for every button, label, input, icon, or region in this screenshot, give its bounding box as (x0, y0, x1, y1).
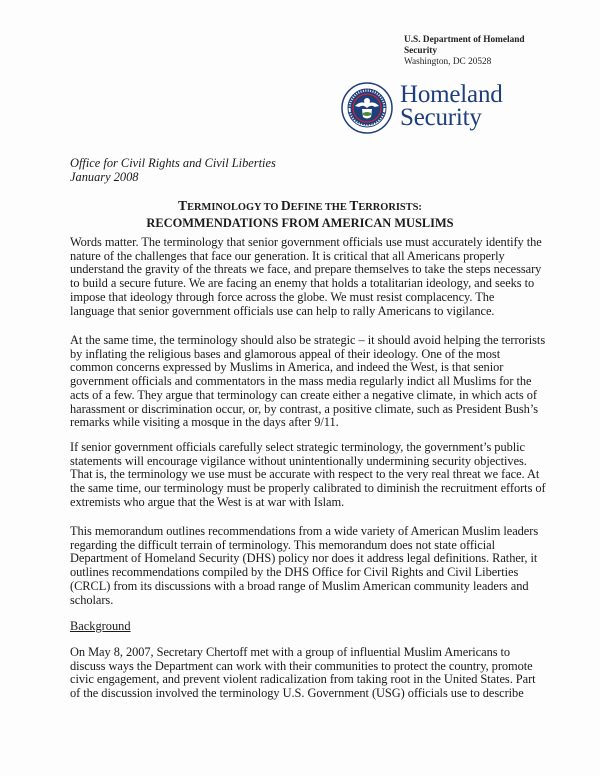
text-line: language that senior government officials use can help to rally Americans to vigilance. (70, 303, 495, 318)
text-line: nature of the challenges that face our generation. It is critical that all Americans properly (70, 248, 505, 263)
text-line: harassment or discrimination occur, or, by contrast, a positive climate, such as President Bush’s (70, 401, 538, 416)
dhs-seal-icon (341, 82, 393, 134)
text-line: If senior government officials carefully select strategic terminology, the government’s public (70, 440, 525, 454)
text-line: common concerns expressed by Muslims in America, and indeed the West, is that senior (70, 360, 504, 375)
office-block (70, 156, 276, 184)
paragraph-1 (70, 236, 542, 318)
text-line: (CRCL) from its discussions with a broad range of Muslim American community leaders and (70, 578, 529, 593)
logo-wordmark (400, 83, 503, 129)
text-line: That is, the terminology we use must be accurate with respect to the very real threat we face. At (70, 467, 540, 482)
title-part: EFINE THE (290, 202, 350, 213)
text-line: government officials and commentators in the mass media regularly indict all Muslims for the (70, 374, 532, 389)
text-line: impose that ideology through force across the globe. We must resist complacency. The (70, 289, 495, 304)
text-line: of the discussion involved the terminology U.S. Government (USG) officials use to describe (70, 686, 524, 701)
paragraph-3 (70, 440, 546, 510)
text-line: outlines recommendations compiled by the DHS Office for Civil Rights and Civil Liberties (70, 565, 519, 580)
text-line: extremists who argue that the West is at war with Islam. (70, 494, 345, 509)
text-line: the same time, our terminology must be properly calibrated to diminish the recruitment efforts of (70, 481, 546, 496)
title-part: ERRORISTS: (358, 202, 422, 213)
title-part: D (281, 198, 291, 213)
logo-line-2: Security (400, 104, 482, 131)
text-line: scholars. (70, 592, 114, 607)
address-line-2: Security (404, 46, 438, 56)
title-line-2: RECOMMENDATIONS FROM AMERICAN MUSLIMS (146, 215, 454, 230)
title-part: ERMINOLOGY TO (187, 202, 281, 213)
title-part: T (349, 198, 359, 213)
logo-line-1: Homeland (400, 81, 503, 108)
paragraph-5 (70, 646, 542, 701)
address-line-3: Washington, DC 20528 (404, 57, 492, 67)
title-line-1 (60, 199, 540, 216)
text-line: understand the gravity of the threats we face, and prepare themselves to take the steps necessary (70, 262, 542, 277)
text-line: remarks while visiting a mosque in the days after 9/11. (70, 415, 339, 430)
section-heading-background: Background (70, 619, 131, 633)
address-line-1: U.S. Department of Homeland (404, 35, 525, 45)
text-line: statements will encourage vigilance without unintentionally undermining security objectives. (70, 453, 527, 468)
text-line: by inflating the religious bases and glamorous appeal of their ideology. One of the most (70, 346, 501, 361)
letterhead-address (404, 35, 525, 68)
text-line: to build a secure future. We are facing an enemy that holds a totalitarian ideology, and seeks to (70, 276, 535, 291)
document-title (60, 199, 540, 230)
dhs-logo (341, 82, 531, 138)
text-line: acts of a few. They argue that terminology can create either a negative climate, in which acts of (70, 387, 537, 402)
text-line: At the same time, the terminology should also be strategic – it should avoid helping the terrorists (70, 333, 546, 347)
title-part: T (178, 198, 188, 213)
document-date: January 2008 (70, 170, 139, 184)
paragraph-2 (70, 333, 546, 430)
text-line: Department of Homeland Security (DHS) policy nor does it address legal definitions. Rather, it (70, 551, 538, 566)
text-line: This memorandum outlines recommendations from a wide variety of American Muslim leaders (70, 524, 539, 538)
text-line: Words matter. The terminology that senior government officials use must accurately identify the (70, 235, 542, 249)
paragraph-4 (70, 525, 542, 607)
office-name: Office for Civil Rights and Civil Liberties (70, 156, 276, 170)
text-line: discuss ways the Department can work with their communities to protect the country, promote (70, 658, 533, 673)
text-line: regarding the difficult terrain of terminology. This memorandum does not state official (70, 537, 495, 552)
text-line: civic engagement, and prevent violent radicalization from taking root in the United States. Part (70, 672, 536, 687)
text-line: On May 8, 2007, Secretary Chertoff met with a group of influential Muslim Americans to (70, 645, 511, 659)
